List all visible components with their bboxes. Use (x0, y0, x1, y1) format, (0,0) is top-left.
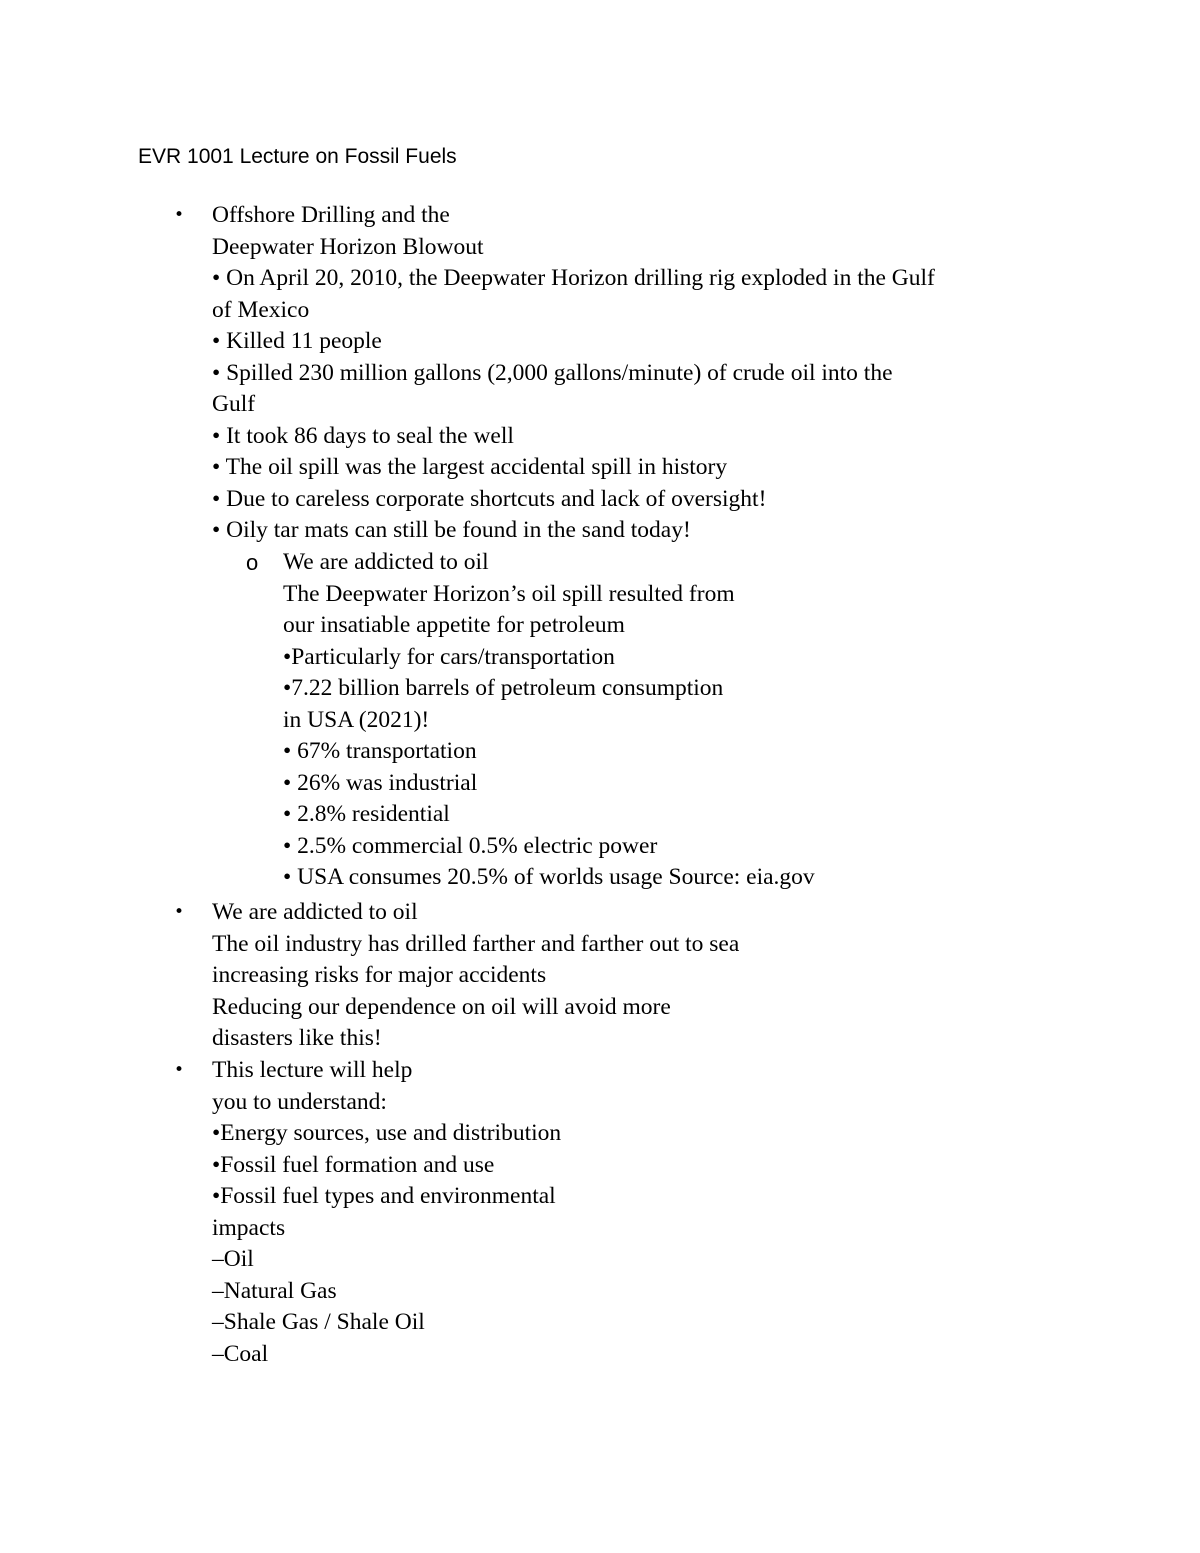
bullet-marker: • (174, 205, 185, 225)
text-line: •7.22 billion barrels of petroleum consumption (283, 675, 724, 701)
section-body (212, 1055, 561, 1370)
text-line: • It took 86 days to seal the well (212, 422, 514, 449)
text-line: impacts (212, 1214, 286, 1241)
text-line: • USA consumes 20.5% of worlds usage Source: eia.gov (283, 864, 815, 890)
document-title: EVR 1001 Lecture on Fossil Fuels (138, 145, 457, 168)
text-line: This lecture will help (212, 1057, 413, 1083)
text-line: • 2.8% residential (283, 801, 450, 827)
text-line: Gulf (212, 391, 256, 417)
text-line: The oil industry has drilled farther and farther out to sea (212, 930, 740, 957)
text-line: disasters like this! (212, 1025, 382, 1051)
text-line: •Particularly for cars/transportation (283, 643, 615, 670)
text-line: We are addicted to oil (283, 549, 489, 575)
text-line: The Deepwater Horizon’s oil spill resulted from (283, 580, 735, 607)
bullet-marker: • (174, 1060, 185, 1080)
text-line: –Natural Gas (212, 1277, 337, 1304)
text-line: • Killed 11 people (212, 328, 382, 354)
text-line: –Coal (212, 1340, 269, 1367)
section-body (212, 897, 739, 1055)
subsection-body (283, 547, 815, 894)
text-line: • 2.5% commercial 0.5% electric power (283, 832, 658, 859)
text-line: you to understand: (212, 1088, 387, 1115)
text-line: We are addicted to oil (212, 899, 418, 925)
text-line: •Energy sources, use and distribution (212, 1120, 562, 1146)
bullet-marker: • (174, 902, 185, 922)
text-line: our insatiable appetite for petroleum (283, 612, 625, 638)
text-line: • Oily tar mats can still be found in the sand today! (212, 517, 691, 543)
sub-bullet-marker: o (246, 550, 259, 575)
text-line: in USA (2021)! (283, 706, 430, 733)
text-line: • On April 20, 2010, the Deepwater Horizon drilling rig exploded in the Gulf (212, 265, 935, 291)
text-line: Offshore Drilling and the (212, 202, 450, 228)
text-line: • Spilled 230 million gallons (2,000 gallons/minute) of crude oil into the (212, 359, 893, 386)
text-line: • The oil spill was the largest accidental spill in history (212, 454, 728, 480)
text-line: increasing risks for major accidents (212, 962, 547, 988)
section-body (212, 200, 935, 547)
text-line: • Due to careless corporate shortcuts and lack of oversight! (212, 485, 767, 512)
text-line: •Fossil fuel types and environmental (212, 1183, 556, 1209)
text-line: of Mexico (212, 296, 310, 323)
text-line: • 26% was industrial (283, 769, 478, 796)
text-line: •Fossil fuel formation and use (212, 1151, 495, 1178)
text-line: Reducing our dependence on oil will avoid more (212, 993, 671, 1020)
text-line: • 67% transportation (283, 738, 477, 764)
text-line: –Shale Gas / Shale Oil (212, 1309, 425, 1335)
text-line: –Oil (212, 1246, 254, 1272)
text-line: Deepwater Horizon Blowout (212, 233, 484, 260)
